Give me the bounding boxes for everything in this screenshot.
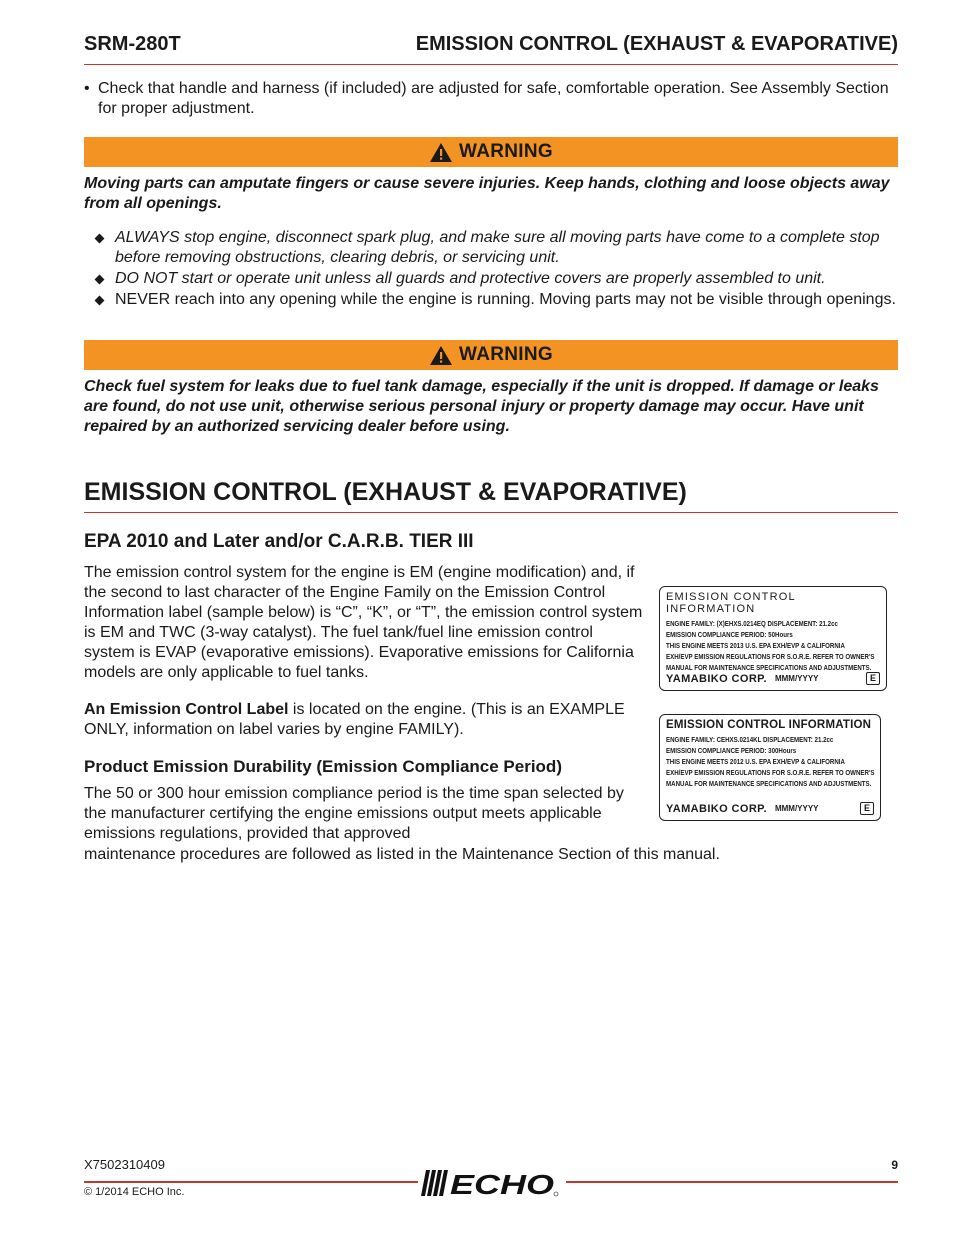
section-heading: EMISSION CONTROL (EXHAUST & EVAPORATIVE) <box>84 478 898 513</box>
footer-rule-left <box>84 1181 418 1183</box>
copyright: © 1/2014 ECHO Inc. <box>84 1186 185 1198</box>
intro-bullet-text: Check that handle and harness (if included) are adjusted for safe, comfortable operation. See Assembly Section for proper adjustment. <box>98 80 889 117</box>
section-title: EMISSION CONTROL (EXHAUST & EVAPORATIVE) <box>415 33 898 55</box>
label-title: EMISSION CONTROL INFORMATION <box>666 719 872 731</box>
list-item: ALWAYS stop engine, disconnect spark plug, and make sure all moving parts have come to a complete stop before removing obstructions, clearing debris, or servicing unit. <box>96 228 898 268</box>
subheading: EPA 2010 and Later and/or C.A.R.B. TIER III <box>84 531 474 552</box>
manual-book-icon: E <box>860 802 874 815</box>
durability-paragraph-end: maintenance procedures are followed as listed in the Maintenance Section of this manual. <box>84 846 720 863</box>
page-number: 9 <box>891 1158 898 1172</box>
label-footer <box>666 802 874 815</box>
footer-rule-right <box>566 1181 898 1183</box>
label-line: EXH/EVP EMISSION REGULATIONS FOR S.O.R.E. REFER TO OWNER'S <box>666 652 875 661</box>
label-date: MMM/YYYY <box>774 674 819 683</box>
document-code: X7502310409 <box>84 1157 165 1172</box>
label-footer <box>666 672 880 685</box>
diamond-bullet-icon <box>95 275 105 285</box>
bullet-dot: • <box>84 80 90 97</box>
label-paragraph-bold: An Emission Control Label <box>84 701 289 718</box>
logo-text: ECHO <box>450 1169 555 1198</box>
warning-list <box>96 228 898 311</box>
durability-paragraph: The 50 or 300 hour emission compliance period is the time span selected by the manufacturer certifying the engine emissions output meets applicable emissions regulations, provided that approved <box>84 785 624 842</box>
page-header <box>84 33 898 65</box>
intro-bullet <box>84 79 898 119</box>
label-corp: YAMABIKO CORP. <box>666 672 767 685</box>
warning-banner-2 <box>84 340 898 370</box>
label-line: EMISSION COMPLIANCE PERIOD: 50Hours <box>666 630 793 639</box>
label-paragraph <box>84 700 644 740</box>
list-item: DO NOT start or operate unit unless all guards and protective covers are properly assembled to unit. <box>96 269 898 289</box>
warning-triangle-icon <box>429 345 453 366</box>
emission-label-sample-1 <box>659 586 887 691</box>
label-corp: YAMABIKO CORP. <box>666 802 767 815</box>
list-item: NEVER reach into any opening while the engine is running. Moving parts may not be visible through openings. <box>96 290 898 310</box>
label-line: MANUAL FOR MAINTENANCE SPECIFICATIONS AND ADJUSTMENTS. <box>666 779 872 788</box>
durability-heading: Product Emission Durability (Emission Compliance Period) <box>84 757 562 776</box>
label-line: MANUAL FOR MAINTENANCE SPECIFICATIONS AND ADJUSTMENTS. <box>666 663 872 672</box>
label-line: ENGINE FAMILY: CEHXS.0214KL DISPLACEMENT: 21.2cc <box>666 735 834 744</box>
model-name: SRM-280T <box>84 33 181 55</box>
warning-text-2: Check fuel system for leaks due to fuel tank damage, especially if the unit is dropped. If damage or leaks are found, do not use unit, otherwise serious personal injury or property damage may occur. Have unit repaired by an authorized servicing dealer before using. <box>84 378 879 435</box>
diamond-bullet-icon <box>95 296 105 306</box>
diamond-bullet-icon <box>95 234 105 244</box>
manual-book-icon: E <box>866 672 880 685</box>
echo-logo-icon <box>420 1168 560 1198</box>
label-date: MMM/YYYY <box>774 804 819 813</box>
label-line: EMISSION COMPLIANCE PERIOD: 300Hours <box>666 746 797 755</box>
warning-banner-1 <box>84 137 898 167</box>
emission-label-sample-2 <box>659 714 881 821</box>
warning-label: WARNING <box>459 344 553 365</box>
label-line: THIS ENGINE MEETS 2013 U.S. EPA EXH/EVP & CALIFORNIA <box>666 641 845 650</box>
label-line: EXH/EVP EMISSION REGULATIONS FOR S.O.R.E. REFER TO OWNER'S <box>666 768 875 777</box>
label-line: ENGINE FAMILY: (X)EHXS.0214EQ DISPLACEMENT: 21.2cc <box>666 619 838 628</box>
emission-paragraph: The emission control system for the engine is EM (engine modification) and, if the second to last character of the Engine Family on the Emission Control Information label (sample below) is “C”, “K”, or “T”, the emission control system is EM and TWC (3-way catalyst). The fuel tank/fuel line emission control system is EVAP (evaporative emissions). Evaporative emissions for California models are only applicable to fuel tanks. <box>84 564 643 681</box>
label-title: EMISSION CONTROL INFORMATION <box>666 591 796 615</box>
warning-text-1: Moving parts can amputate fingers or cause severe injuries. Keep hands, clothing and loose objects away from all openings. <box>84 175 890 212</box>
label-line: THIS ENGINE MEETS 2012 U.S. EPA EXH/EVP & CALIFORNIA <box>666 757 845 766</box>
warning-label: WARNING <box>459 141 553 162</box>
label-paragraph-rest: is located on the engine. (This is an EXAMPLE ONLY, information on label varies by engine FAMILY). <box>84 701 625 738</box>
warning-triangle-icon <box>429 142 453 163</box>
